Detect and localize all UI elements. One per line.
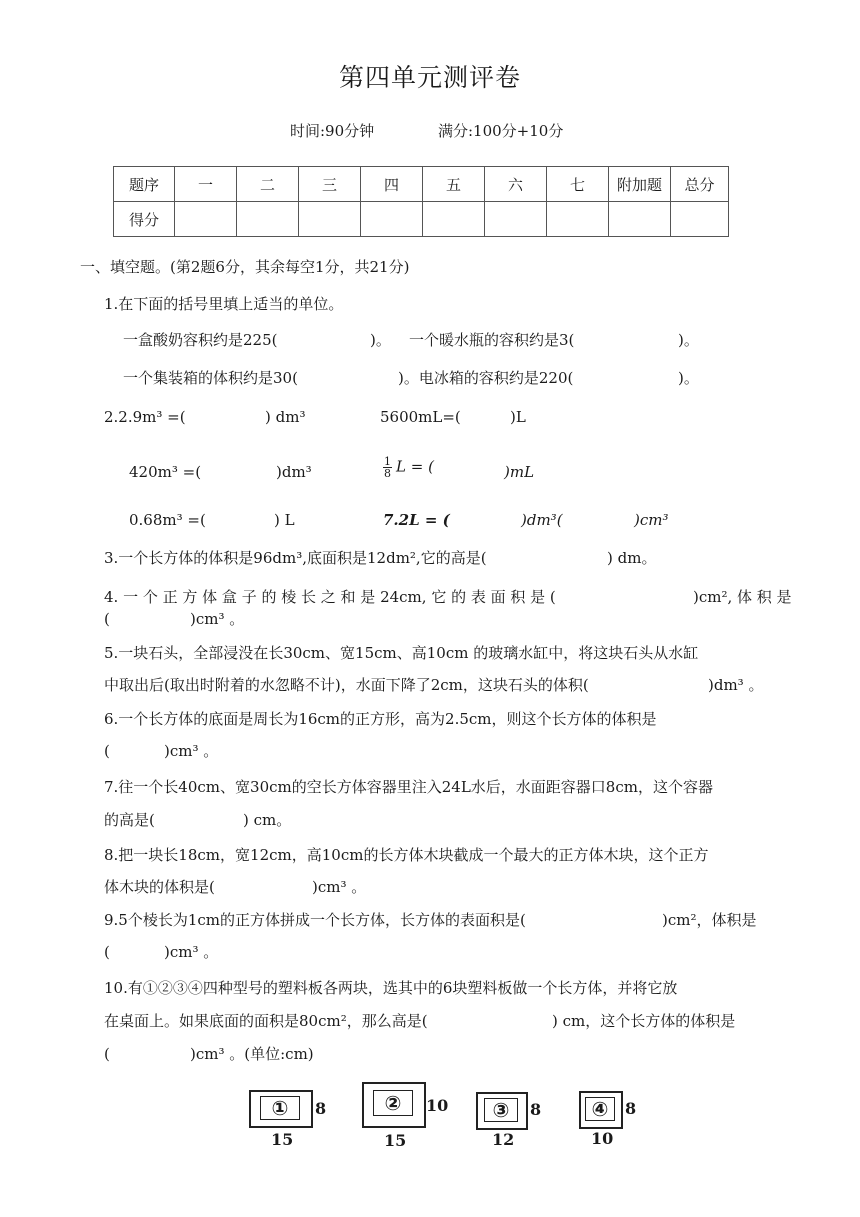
table-header-cell: 附加题	[609, 167, 671, 202]
question-10-line2: 在桌面上。如果底面的面积是80cm²，那么高是(	[104, 1012, 428, 1030]
board-bottom-length: 15	[271, 1130, 294, 1149]
board-bottom-length: 12	[492, 1130, 515, 1149]
board-label: ②	[373, 1090, 413, 1116]
q2-item-c2-end: )cm³	[634, 511, 669, 529]
table-header-cell: 二	[237, 167, 299, 202]
q2-item-a2-end: )L	[510, 408, 526, 426]
q2-item-c1-end: ) L	[274, 511, 295, 529]
score-cell[interactable]	[361, 202, 423, 237]
score-table-score-row	[114, 202, 729, 237]
question-6-line1: 6.一个长方体的底面是周长为16cm的正方形，高为2.5cm，则这个长方体的体积是	[104, 710, 657, 728]
full-score: 满分:100分+10分	[438, 122, 564, 140]
question-6-line2-open: (	[104, 742, 110, 760]
question-5-line2-end: )dm³ 。	[708, 676, 764, 694]
q1-item-a-end: )。	[370, 331, 391, 349]
q1-item-c: 一个集装箱的体积约是30(	[123, 369, 298, 387]
score-cell[interactable]	[299, 202, 361, 237]
score-table	[113, 166, 729, 237]
score-cell[interactable]	[485, 202, 547, 237]
score-cell[interactable]	[175, 202, 237, 237]
board-side-length: 8	[530, 1100, 542, 1119]
score-table-header-row	[114, 167, 729, 202]
q2-item-b1-end: )dm³	[276, 463, 312, 481]
question-8-line2: 体木块的体积是(	[104, 878, 215, 896]
q2-item-b2-rest: L = (	[396, 457, 434, 476]
board-bottom-length: 15	[384, 1131, 407, 1150]
q1-item-b: 一个暖水瓶的容积约是3(	[409, 331, 575, 349]
q2-item-b2	[383, 456, 434, 479]
question-1-stem: 1.在下面的括号里填上适当的单位。	[104, 295, 344, 313]
score-cell[interactable]	[609, 202, 671, 237]
score-cell[interactable]	[423, 202, 485, 237]
q2-item-a1: 2.2.9m³ =(	[104, 408, 186, 426]
question-6-line2-end: )cm³ 。	[164, 742, 219, 760]
question-9-line2-open: (	[104, 943, 110, 961]
table-header-cell: 六	[485, 167, 547, 202]
q1-item-c-end: )。电冰箱的容积约是220(	[398, 369, 574, 387]
question-4-line1: 4. 一 个 正 方 体 盒 子 的 棱 长 之 和 是 24cm, 它 的 表 面 积 是 (	[104, 588, 556, 606]
table-header-cell: 四	[361, 167, 423, 202]
fraction-denominator: 8	[384, 467, 391, 480]
question-7-line2: 的高是(	[104, 811, 155, 829]
table-header-cell: 一	[175, 167, 237, 202]
table-header-cell: 七	[547, 167, 609, 202]
question-8-line2-end: )cm³ 。	[312, 878, 367, 896]
table-header-cell: 总分	[671, 167, 729, 202]
page-title: 第四单元测评卷	[338, 63, 521, 92]
q1-item-b-end: )。	[678, 331, 699, 349]
question-4-line1-end: )cm², 体 积 是	[693, 588, 792, 606]
board-label: ①	[260, 1096, 300, 1120]
q2-item-b2-end: )mL	[504, 463, 535, 481]
score-cell[interactable]	[547, 202, 609, 237]
q2-item-c2: 7.2L = (	[383, 511, 450, 529]
question-5-line2: 中取出后(取出时附着的水忽略不计)，水面下降了2cm，这块石头的体积(	[104, 676, 589, 694]
q2-item-a1-end: ) dm³	[265, 408, 306, 426]
q2-item-c2-mid: )dm³(	[521, 511, 563, 529]
board-side-length: 8	[625, 1099, 637, 1118]
score-cell[interactable]	[671, 202, 729, 237]
section-heading: 一、填空题。(第2题6分，其余每空1分，共21分)	[80, 258, 410, 276]
q2-item-c1: 0.68m³ =(	[129, 511, 206, 529]
question-3-end: ) dm。	[607, 549, 657, 567]
board-side-length: 8	[315, 1099, 327, 1118]
question-10-line3-open: (	[104, 1045, 110, 1063]
question-7-line1: 7.往一个长40cm、宽30cm的空长方体容器里注入24L水后，水面距容器口8cm，这个容器	[104, 778, 713, 796]
score-cell[interactable]	[237, 202, 299, 237]
exam-time: 时间:90分钟	[290, 122, 375, 140]
q1-item-c-end2: )。	[678, 369, 699, 387]
board-bottom-length: 10	[591, 1129, 614, 1148]
question-9-line1: 9.5个棱长为1cm的正方体拼成一个长方体，长方体的表面积是(	[104, 911, 526, 929]
q2-item-b1: 420m³ =(	[129, 463, 202, 481]
board-label: ③	[484, 1098, 518, 1122]
board-label: ④	[585, 1097, 615, 1121]
table-header-cell: 五	[423, 167, 485, 202]
question-10-line2-end: ) cm，这个长方体的体积是	[552, 1012, 736, 1030]
question-4-line2-end: )cm³ 。	[190, 610, 245, 628]
question-10-line1: 10.有①②③④四种型号的塑料板各两块，选其中的6块塑料板做一个长方体，并将它放	[104, 979, 678, 997]
question-10-line3-end: )cm³ 。(单位:cm)	[190, 1045, 314, 1063]
question-7-line2-end: ) cm。	[243, 811, 292, 829]
fraction-one-eighth	[383, 456, 392, 479]
question-9-line1-end: )cm²，体积是	[662, 911, 757, 929]
question-5-line1: 5.一块石头，全部浸没在长30cm、宽15cm、高10cm 的玻璃水缸中，将这块石头从水缸	[104, 644, 699, 662]
fraction-numerator: 1	[384, 455, 391, 468]
question-9-line2-end: )cm³ 。	[164, 943, 219, 961]
question-8-line1: 8.把一块长18cm，宽12cm，高10cm的长方体木块截成一个最大的正方体木块，这个正方	[104, 846, 709, 864]
table-header-cell: 题序	[114, 167, 175, 202]
q1-item-a: 一盒酸奶容积约是225(	[123, 331, 278, 349]
table-row-label: 得分	[114, 202, 175, 237]
table-header-cell: 三	[299, 167, 361, 202]
question-4-line2-open: (	[104, 610, 110, 628]
q2-item-a2: 5600mL=(	[380, 408, 461, 426]
board-side-length: 10	[426, 1096, 449, 1115]
question-3: 3.一个长方体的体积是96dm³,底面积是12dm²,它的高是(	[104, 549, 487, 567]
